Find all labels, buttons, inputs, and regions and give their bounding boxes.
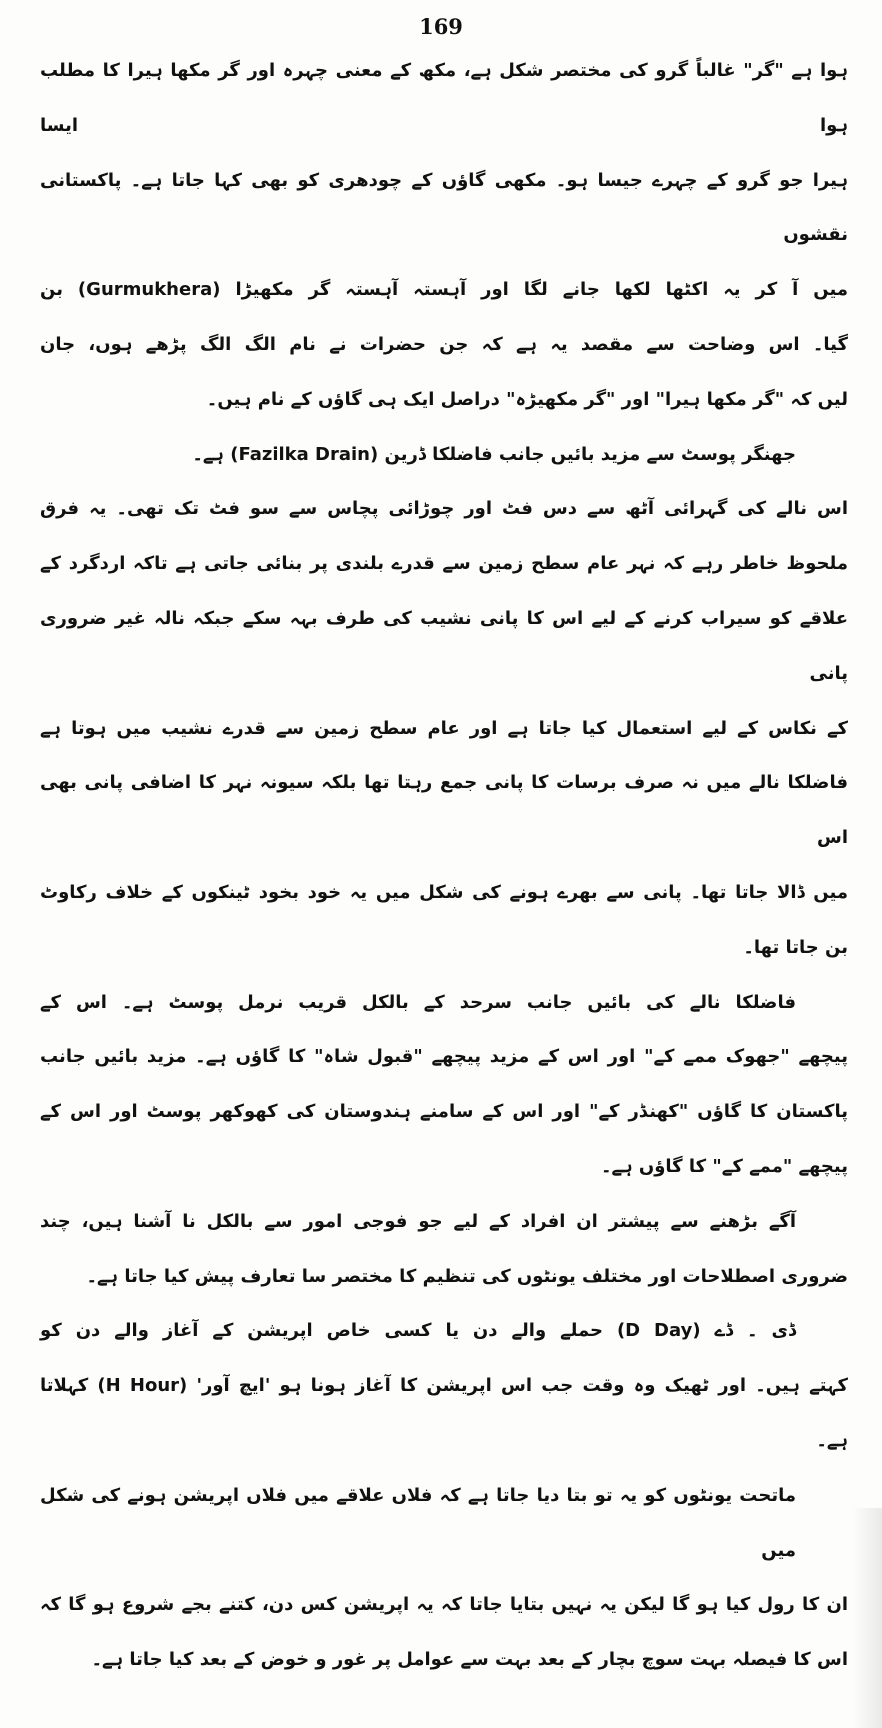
text-line: ملحوظ خاطر رہے کہ نہر عام سطح زمین سے قدرے بلندی پر بنائی جاتی ہے تاکہ اردگرد کے <box>40 553 848 575</box>
text-line: فاضلکا نالے میں نہ صرف برسات کا پانی جمع رہتا تھا بلکہ سیونہ نہر کا اضافی پانی بھی اس <box>40 772 848 849</box>
text-line: لیں کہ "گر مکھا ہیرا" اور "گر مکھیڑہ" دراصل ایک ہی گاؤں کے نام ہیں۔ <box>206 388 848 410</box>
text-line: پیچھے "ممے کے" کا گاؤں ہے۔ <box>600 1155 848 1177</box>
text-line: ضروری اصطلاحات اور مختلف یونٹوں کی تنظیم کا مختصر سا تعارف پیش کیا جاتا ہے۔ <box>86 1265 848 1287</box>
text-line: پاکستان کا گاؤں "کھنڈر کے" اور اس کے سامنے ہندوستان کی کھوکھر پوسٹ اور اس کے <box>40 1101 848 1123</box>
text-line: کے نکاس کے لیے استعمال کیا جاتا ہے اور عام سطح زمین سے قدرے نشیب میں ہوتا ہے <box>40 717 848 739</box>
text-line: ہوا ہے "گر" غالباً گرو کی مختصر شکل ہے، مکھ کے معنی چہرہ اور گر مکھا ہیرا کا مطلب ہوا ایسا <box>40 60 848 136</box>
text-line: ہیرا جو گرو کے چہرے جیسا ہو۔ مکھی گاؤں کے چودھری کو بھی کہا جاتا ہے۔ پاکستانی نقشوں <box>40 169 848 246</box>
text-line: پیچھے "جھوک ممے کے" اور اس کے مزید پیچھے "قبول شاہ" کا گاؤں ہے۔ مزید بائیں جانب <box>40 1046 848 1068</box>
text-line: ان کا رول کیا ہو گا لیکن یہ نہیں بتایا جاتا کہ یہ اپریشن کس دن، کتنے بجے شروع ہو گا کہ <box>40 1594 848 1616</box>
text-line: بن جاتا تھا۔ <box>743 936 848 958</box>
text-line: جھنگر پوسٹ سے مزید بائیں جانب فاضلکا ڈرین (Fazilka Drain) ہے۔ <box>192 443 796 465</box>
text-line: علاقے کو سیراب کرنے کے لیے اس کا پانی نشیب کی طرف بہہ سکے جبکہ نالہ غیر ضروری پانی <box>40 607 848 684</box>
text-line: ہے۔ <box>816 1429 848 1451</box>
page-number: 169 <box>419 14 463 39</box>
text-line: گیا۔ اس وضاحت سے مقصد یہ ہے کہ جن حضرات نے نام الگ الگ پڑھے ہوں، جان <box>40 333 848 355</box>
text-line: اس کا فیصلہ بہت سوچ بچار کے بعد بہت سے عوامل پر غور و خوض کے بعد کیا جاتا ہے۔ <box>91 1649 848 1671</box>
text-line: فاضلکا نالے کی بائیں جانب سرحد کے بالکل قریب نرمل پوسٹ ہے۔ اس کے <box>40 991 796 1013</box>
text-line: ماتحت یونٹوں کو یہ تو بتا دیا جاتا ہے کہ فلاں علاقے میں فلاں اپریشن ہونے کی شکل میں <box>40 1484 796 1561</box>
text-line: ڈی ۔ ڈے (D Day) حملے والے دن یا کسی خاص اپریشن کے آغاز والے دن کو <box>40 1320 796 1342</box>
text-line: آگے بڑھنے سے پیشتر ان افراد کے لیے جو فوجی امور سے بالکل نا آشنا ہیں، چند <box>40 1210 796 1232</box>
text-line: میں آ کر یہ اکٹھا لکھا جانے لگا اور آہستہ آہستہ گر مکھیڑا (Gurmukhera) بن <box>40 279 848 301</box>
text-line: میں ڈالا جاتا تھا۔ پانی سے بھرے ہونے کی شکل میں یہ خود بخود ٹینکوں کے خلاف رکاوٹ <box>40 881 848 903</box>
text-line: کہتے ہیں۔ اور ٹھیک وہ وقت جب اس اپریشن کا آغاز ہونا ہو 'ایچ آور' (H Hour) کہلاتا <box>40 1375 848 1397</box>
text-line: اس نالے کی گہرائی آٹھ سے دس فٹ اور چوڑائی پچاس سے سو فٹ تک تھی۔ یہ فرق <box>40 498 848 520</box>
